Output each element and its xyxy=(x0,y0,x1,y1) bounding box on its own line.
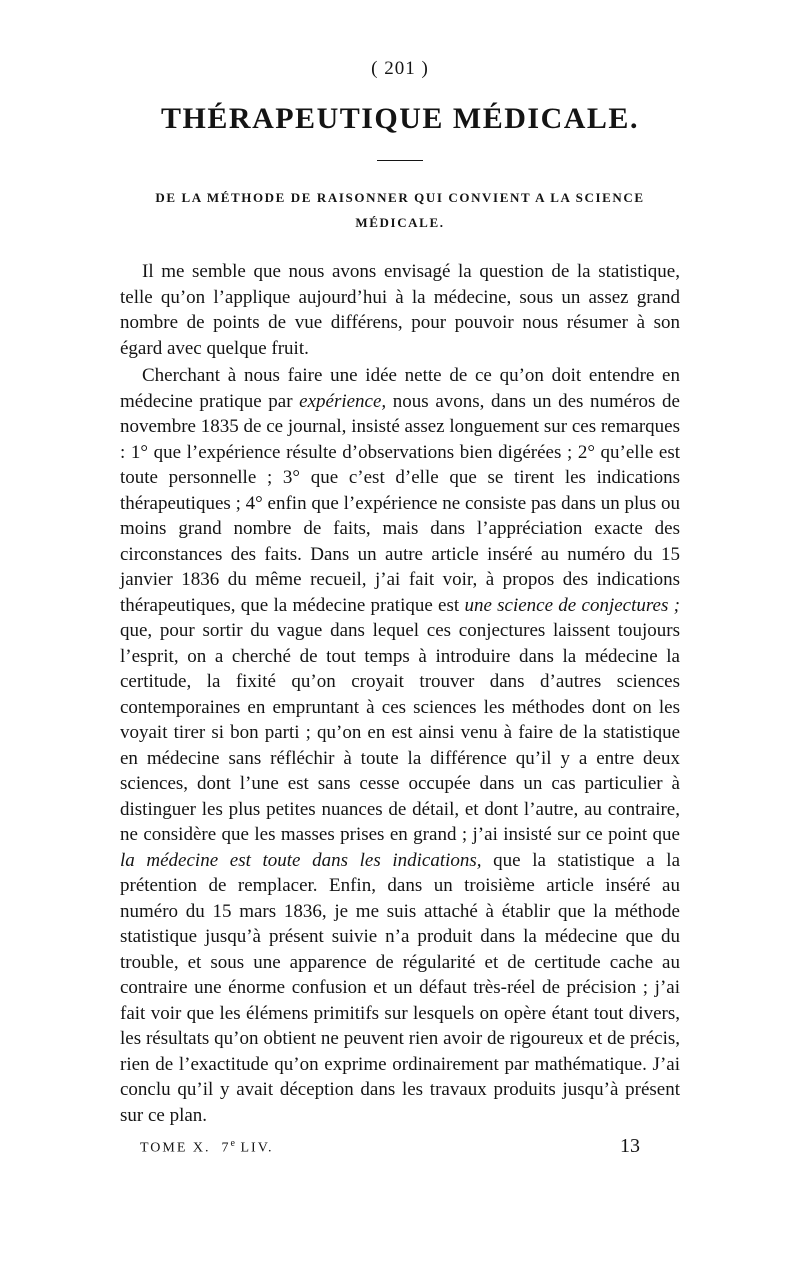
paragraph-2-text-b: nous avons, dans un des numéros de novembre 1835 de ce journal, insisté assez longuement sur ces remarques : 1° que l’expérience résulte d’observations bien digérées ; 2° qu’elle est toute personnelle ; 3° que c’est d’elle que se tirent les indications thérapeutiques ; 4° enfin que l’expérience ne consiste pas dans un plus ou moins grand nombre de faits, mais dans l’appréciation exacte des circonstances des faits. Dans un autre article inséré au numéro du 15 janvier 1836 du même recueil, j’ai fait voir, à propos des indications thérapeutiques, que la médecine pratique est xyxy=(120,390,680,616)
signature-mark: 13 xyxy=(620,1135,640,1157)
paragraph-2-text-c: que, pour sortir du vague dans lequel ces conjectures laissent toujours l’esprit, on a cherché de tout temps à introduire dans la médecine la certitude, la fixité qu’on croyait trouver dans d’autres sciences contemporaines en empruntant à ces sciences les méthodes dont on les voyait tirer si bon parti ; qu’on en est ainsi venu à faire de la statistique en médecine sans réfléchir à toute la différence qu’il y a entre deux sciences, dont l’une est sans cesse occupée dans un cas particulier à distinguer les plus petites nuances de détail, et dont l’autre, au contraire, ne considère que les masses prises en grand ; j’ai insisté sur ce point que xyxy=(120,620,680,845)
issue-number: 7 xyxy=(221,1141,231,1156)
main-title: THÉRAPEUTIQUE MÉDICALE. xyxy=(161,102,639,135)
subtitle-line-2: MÉDICALE. xyxy=(355,215,445,230)
issue-suffix: LIV. xyxy=(240,1141,274,1156)
volume-label: TOME X. xyxy=(140,1141,211,1156)
paragraph-1: Il me semble que nous avons envisagé la question de la statistique, telle qu’on l’applique aujourd’hui à la médecine, sous un assez grand nombre de points de vue différens, pour pouvoir nous résumer à son égard avec quelque fruit. xyxy=(120,261,680,359)
page-footer xyxy=(120,1135,680,1158)
emphasis-indications: la médecine est toute dans les indications, xyxy=(120,849,482,871)
document-page xyxy=(120,58,680,1158)
emphasis-experience: expérience, xyxy=(299,390,387,412)
paragraph-2-text-d: que la statistique a la prétention de remplacer. Enfin, dans un troisième article inséré au numéro du 15 mars 1836, je me suis attaché à établir que la méthode statistique jusqu’à présent suivie n’a produit dans la médecine que du trouble, et sous une apparence de régularité et de certitude cache au contraire une énorme confusion et un défaut très-réel de précision ; j’ai fait voir que les élémens primitifs sur lesquels on opère étant tout divers, les résultats qu’on obtient ne peuvent rien avoir de rigoureux et de précis, rien de l’exactitude qu’on exprime ordinairement par mathématique. J’ai conclu qu’il y avait déception dans les travaux produits jusqu’à présent sur ce plan. xyxy=(120,849,680,1126)
page-number: ( 201 ) xyxy=(371,58,429,79)
issue-superscript: e xyxy=(230,1138,235,1150)
paragraph-2-text-a: Cherchant à nous faire une idée nette de ce qu’on doit entendre en médecine pratique par xyxy=(120,365,680,412)
title-divider xyxy=(377,160,423,161)
article-subtitle xyxy=(120,185,680,235)
volume-issue-note xyxy=(140,1138,274,1157)
emphasis-conjectures: une science de conjectures ; xyxy=(464,594,680,616)
paragraph-2 xyxy=(120,363,680,1128)
subtitle-line-1: DE LA MÉTHODE DE RAISONNER QUI CONVIENT A LA SCIENCE xyxy=(155,190,645,205)
